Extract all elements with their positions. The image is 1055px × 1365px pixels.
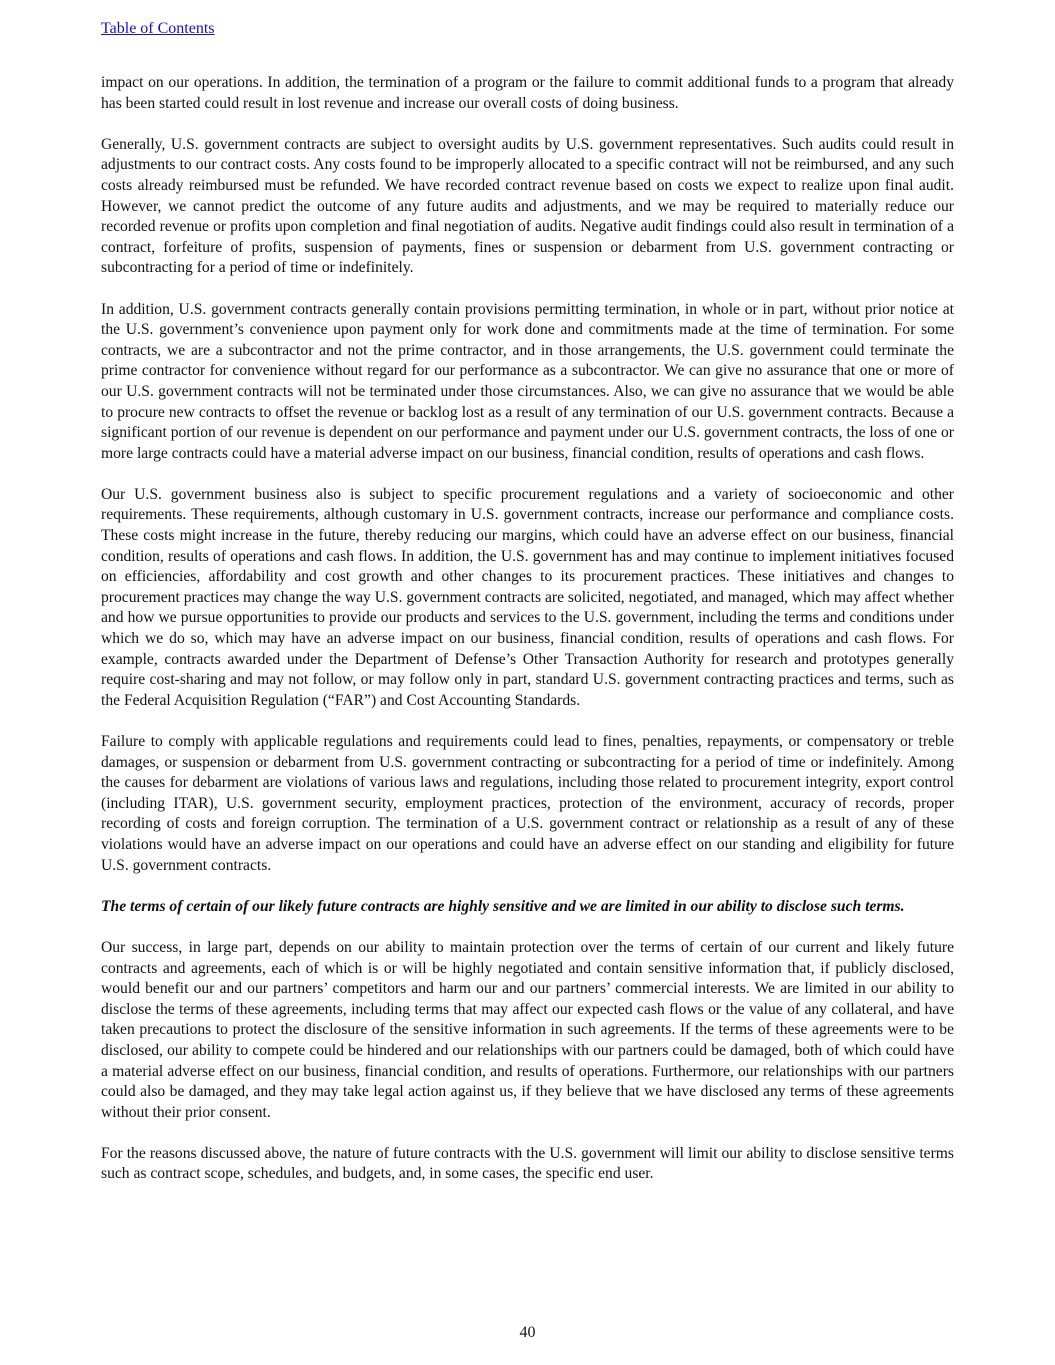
paragraph-compliance-failure: Failure to comply with applicable regulations and requirements could lead to fines, penalties, repayments, or compensatory or treble damages, or suspension or debarment from U.S. government contracting or subcontracting for a period of time or indefinitely. Among the causes for debarment are violations of various laws and regulations, including those related to procurement integrity, export control (including ITAR), U.S. government security, employment practices, protection of the environment, accuracy of records, proper recording of costs and foreign corruption. The termination of a U.S. government contract or relationship as a result of any of these violations would have an adverse impact on our operations and could have an adverse effect on our standing and eligibility for future U.S. government contracts.: [101, 733, 954, 874]
paragraph-disclosure-limits: For the reasons discussed above, the nature of future contracts with the U.S. government will limit our ability to disclose sensitive terms such as contract scope, schedules, and budgets, and, in some cases, the specific end user.: [101, 1144, 954, 1183]
table-of-contents-link[interactable]: Table of Contents: [101, 20, 215, 37]
paragraph-procurement-regulations: Our U.S. government business also is subject to specific procurement regulations and a variety of socioeconomic and other requirements. These requirements, although customary in U.S. government contracts, increase our performance and compliance costs. These costs might increase in the future, thereby reducing our margins, which could have an adverse effect on our business, financial condition, results of operations and cash flows. In addition, the U.S. government has and may continue to implement initiatives focused on efficiencies, affordability and cost growth and other changes to its procurement practices. These initiatives and changes to procurement practices may change the way U.S. government contracts are solicited, negotiated, and managed, which may affect whether and how we pursue opportunities to provide our products and services to the U.S. government, including the terms and conditions under which we do so, which may have an adverse impact on our business, financial condition, results of operations and cash flows. For example, contracts awarded under the Department of Defense’s Other Transaction Authority for research and prototypes generally require cost-sharing and may not follow, or may follow only in part, standard U.S. government contracting practices and terms, such as the Federal Acquisition Regulation (“FAR”) and Cost Accounting Standards.: [101, 485, 954, 709]
paragraph-program-termination: impact on our operations. In addition, the termination of a program or the failure to commit additional funds to a program that already has been started could result in lost revenue and increase our overall costs of doing business.: [101, 74, 954, 112]
paragraph-contract-termination: In addition, U.S. government contracts generally contain provisions permitting termination, in whole or in part, without prior notice at the U.S. government’s convenience upon payment only for work done and commitments made at the time of termination. For some contracts, we are a subcontractor and not the prime contractor, and in those arrangements, the U.S. government could terminate the prime contractor for convenience without regard for our performance as a subcontractor. We can give no assurance that one or more of our U.S. government contracts will not be terminated under those circumstances. Also, we can give no assurance that we would be able to procure new contracts to offset the revenue or backlog lost as a result of any termination of our U.S. government contracts. Because a significant portion of our revenue is dependent on our performance and payment under our U.S. government contracts, the loss of one or more large contracts could have a material adverse impact on our business, financial condition, results of operations and cash flows.: [101, 300, 954, 462]
section-heading-sensitive-terms: The terms of certain of our likely future contracts are highly sensitive and we are limited in our ability to disclose such terms.: [101, 897, 905, 915]
page-number: 40: [519, 1324, 536, 1341]
document-body: [101, 73, 954, 1206]
paragraph-contract-protection: Our success, in large part, depends on our ability to maintain protection over the terms of certain of our current and likely future contracts and agreements, each of which is or will be highly negotiated and contain sensitive information that, if publicly disclosed, would benefit our and our partners’ competitors and harm our and our partners’ commercial interests. We are limited in our ability to disclose the terms of these agreements, including terms that may affect our expected cash flows or the value of any collateral, and have taken precautions to protect the disclosure of the sensitive information in such agreements. If the terms of these agreements were to be disclosed, our ability to compete could be hindered and our relationships with our partners could be damaged, both of which could have a material adverse effect on our business, financial condition, and results of operations. Furthermore, our relationships with our partners could also be damaged, and they may take legal action against us, if they believe that we have disclosed any terms of these agreements without their prior consent.: [101, 938, 954, 1121]
paragraph-oversight-audits: Generally, U.S. government contracts are subject to oversight audits by U.S. government representatives. Such audits could result in adjustments to our contract costs. Any costs found to be improperly allocated to a specific contract will not be reimbursed, and any such costs already reimbursed must be refunded. We have recorded contract revenue based on costs we expect to realize upon final audit. However, we cannot predict the outcome of any future audits and adjustments, and we may be required to materially reduce our recorded revenue or profits upon completion and final negotiation of audits. Negative audit findings could also result in termination of a contract, forfeiture of profits, suspension of payments, fines or suspension or debarment from U.S. government contracting or subcontracting for a period of time or indefinitely.: [101, 135, 954, 277]
